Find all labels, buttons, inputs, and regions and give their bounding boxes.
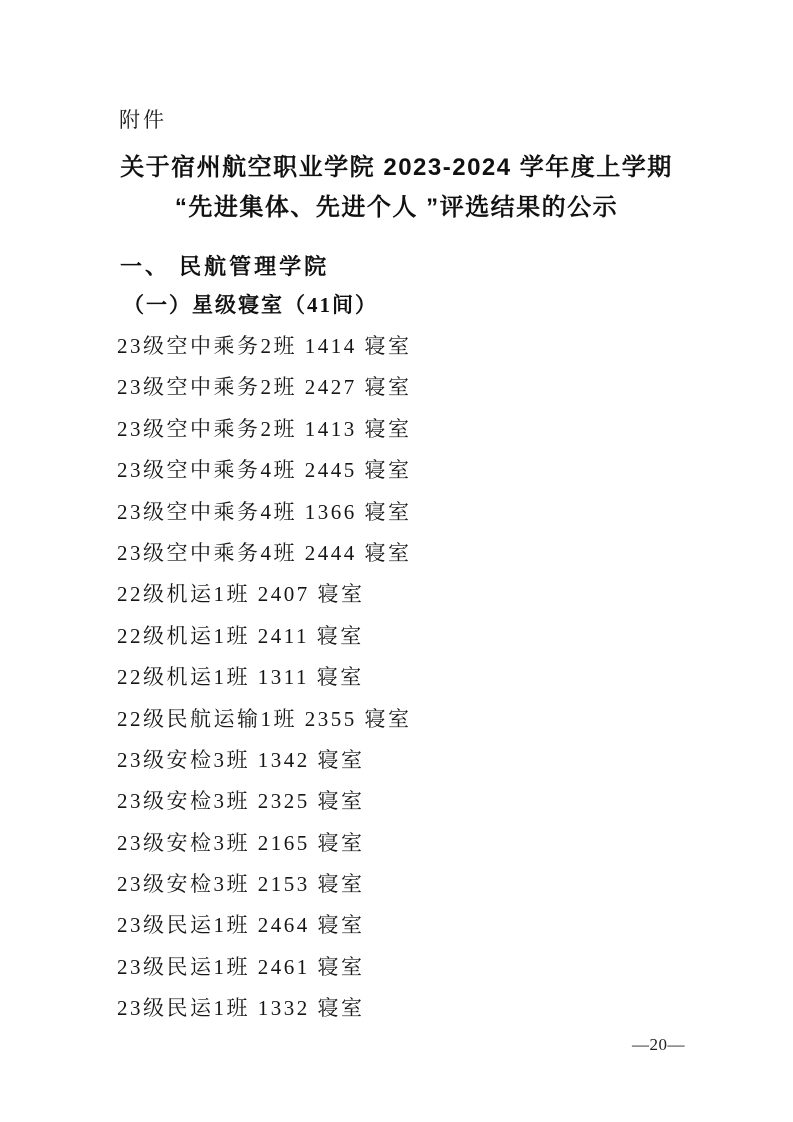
dorm-list-item: 22级机运1班 1311 寝室 bbox=[117, 665, 364, 690]
document-title-line1: 关于宿州航空职业学院 2023-2024 学年度上学期 bbox=[120, 154, 673, 181]
dorm-list bbox=[117, 326, 412, 1030]
dorm-list-item: 23级空中乘务4班 2444 寝室 bbox=[117, 540, 412, 565]
dorm-list-item: 23级民运1班 2461 寝室 bbox=[117, 954, 365, 979]
document-title-line2: “先进集体、先进个人 ”评选结果的公示 bbox=[174, 194, 619, 221]
dorm-list-item: 23级民运1班 1332 寝室 bbox=[117, 996, 365, 1021]
dorm-list-item: 23级安检3班 2153 寝室 bbox=[117, 872, 365, 897]
dorm-list-item: 23级空中乘务2班 2427 寝室 bbox=[117, 375, 412, 400]
attachment-label: 附件 bbox=[119, 108, 167, 132]
section-heading-civil-aviation-college: 一、 民航管理学院 bbox=[120, 254, 330, 279]
dorm-list-item: 22级民航运输1班 2355 寝室 bbox=[117, 706, 412, 731]
page-number: —20— bbox=[632, 1035, 685, 1054]
dorm-list-item: 22级机运1班 2411 寝室 bbox=[117, 623, 364, 648]
dorm-list-item: 22级机运1班 2407 寝室 bbox=[117, 582, 365, 607]
dorm-list-item: 23级安检3班 1342 寝室 bbox=[117, 747, 365, 772]
dorm-list-item: 23级民运1班 2464 寝室 bbox=[117, 913, 365, 938]
dorm-list-item: 23级安检3班 2325 寝室 bbox=[117, 789, 365, 814]
dorm-list-item: 23级安检3班 2165 寝室 bbox=[117, 830, 365, 855]
dorm-list-item: 23级空中乘务2班 1414 寝室 bbox=[117, 334, 412, 358]
subsection-heading-star-dorms: （一）星级寝室（41间） bbox=[123, 293, 378, 317]
dorm-list-item: 23级空中乘务4班 2445 寝室 bbox=[117, 458, 412, 483]
dorm-list-item: 23级空中乘务2班 1413 寝室 bbox=[117, 416, 412, 441]
dorm-list-item: 23级空中乘务4班 1366 寝室 bbox=[117, 499, 412, 524]
